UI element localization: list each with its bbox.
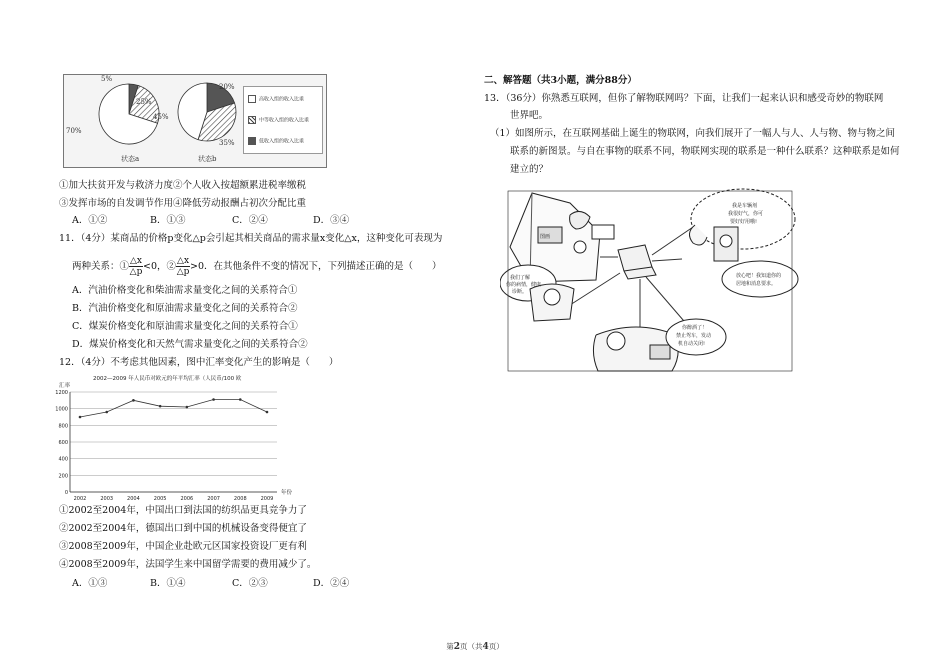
legend-middle: 中等收入组的收入比重 [248, 116, 309, 125]
section-heading: 二、解答题（共3小题，满分88分） [484, 75, 637, 86]
q13-part1-line-1: （1）如图所示，在互联网基础上诞生的物联网，向我们展开了一幅人与人、人与物、物与物之间 [490, 128, 896, 139]
q12-option-a: A．①③ [72, 578, 108, 589]
q11-fraction-1: $\frac{\triangle x}{\triangle p}$ [129, 256, 143, 277]
y-tick-label: 200 [58, 473, 68, 480]
data-point [159, 405, 162, 408]
q12-option-b: B．①④ [150, 578, 186, 589]
q13-line-1: 13．（36分）你熟悉互联网，但你了解物联网吗？下面，让我们一起来认识和感受奇妙的物联网 [484, 93, 884, 104]
x-tick-label: 2002 [73, 496, 87, 500]
bubble-left-text-3: 诊断。 [512, 289, 528, 295]
data-point [239, 398, 242, 401]
laptop [618, 245, 656, 279]
data-point [186, 406, 189, 409]
x-tick-label: 2006 [180, 496, 194, 500]
y-tick-label: 400 [58, 456, 68, 463]
q11-stem: 11．（4分）某商品的价格p变化△p会引起其相关商品的需求量x变化△x，这种变化可表现为 [59, 233, 443, 244]
q11-fraction-2: $\frac{\triangle x}{\triangle p}$ [176, 256, 190, 277]
pie-b [178, 83, 236, 141]
bubble-bottom-text-1: 你醉酒了！ [682, 325, 708, 331]
q10-statement-1: ①加大扶贫开发与救济力度②个人收入按超额累进税率缴税 [59, 180, 307, 191]
q11-option-a: A．汽油价格变化和柴油需求量变化之间的关系符合① [72, 285, 298, 296]
q12-item-3: ③2008至2009年，中国企业赴欧元区国家投资设厂更有利 [59, 541, 307, 552]
q11-option-d: D．煤炭价格变化和天然气需求量变化之间的关系符合② [72, 339, 308, 350]
pie-a-middle-label: 25% [136, 98, 152, 106]
y-tick-label: 600 [58, 440, 68, 446]
q12-stem: 12．（4分）不考虑其他因素，图中汇率变化产生的影响是（ ） [59, 357, 339, 368]
chart-title: 2002—2009 年人民币对欧元的年平均汇率（人民币/100 欧 [93, 376, 242, 382]
q10-option-a: A．①② [72, 215, 108, 226]
pie-a [99, 84, 159, 144]
bubble-bottom-text-3: 机自动关闭! [678, 341, 706, 347]
x-tick-label: 2007 [207, 496, 220, 500]
bubble-left-text-2: 你的病情，健康 [506, 282, 542, 288]
data-point [212, 398, 215, 401]
data-point [132, 399, 135, 402]
x-tick-label: 2003 [100, 496, 114, 500]
x-tick-label: 2005 [153, 496, 167, 500]
pie-b-middle-label: 35% [219, 139, 235, 147]
data-point [105, 411, 108, 414]
legend-high: 高收入组的收入比重 [248, 95, 304, 104]
legend-low: 低收入组的收入比重 [248, 137, 304, 146]
q11-rel-lt: <0，② [143, 261, 177, 272]
data-point [79, 416, 82, 419]
y-tick-label: 0 [64, 490, 68, 496]
chart-x-label: 年份 [281, 490, 293, 496]
x-tick-label: 2008 [233, 496, 247, 500]
q11-option-c: C．煤炭价格变化和原油需求量变化之间的关系符合① [72, 321, 298, 332]
q10-option-c: C．②④ [232, 215, 268, 226]
iot-cartoon [500, 185, 800, 375]
q12-item-4: ④2008至2009年，法国学生来中国留学需要的费用减少了。 [59, 559, 317, 570]
pie-a-high-label: 5% [101, 75, 113, 83]
q13-part1-line-3: 建立的？ [510, 164, 549, 175]
bubble-top-text-3: 要好好用哦! [730, 219, 758, 225]
bubble-left-text-1: 我们了解 [510, 275, 531, 281]
q13-part1-line-2: 联系的新图景。与自在事物的联系不同，物联网实现的联系是一种什么联系？这种联系是如何 [510, 146, 900, 157]
q12-item-2: ②2002至2004年，德国出口到中国的机械设备变得便宜了 [59, 523, 307, 534]
series-line [80, 400, 267, 418]
bubble-top-text-1: 我是车辆剂 [732, 203, 758, 209]
bubble-top-text-2: 我很好气，你可 [728, 211, 764, 217]
q11-relations [72, 255, 442, 279]
bubble-bottom-text-2: 禁止驾车，发动 [676, 333, 712, 339]
q10-option-d: D．③④ [313, 215, 350, 226]
pie-b-caption: 状态b [198, 155, 217, 163]
q12-option-c: C．②③ [232, 578, 268, 589]
q10-statement-2: ③发挥市场的自发调节作用④降低劳动报酬占初次分配比重 [59, 198, 307, 209]
x-tick-label: 2004 [127, 496, 140, 500]
tv-caption: 图画 [540, 234, 551, 240]
y-tick-label: 800 [58, 423, 68, 430]
q11-rel-prefix: 两种关系：① [72, 261, 130, 272]
q12-option-d: D．②④ [313, 578, 350, 589]
q11-rel-gt: >0．在其他条件不变的情况下，下列描述正确的是（ ） [190, 261, 442, 272]
chart-y-label: 汇率 [59, 383, 71, 389]
pie-b-high-label: 20% [219, 83, 235, 91]
bubble-right-text-1: 放心吧！我知道你的 [736, 273, 782, 279]
pie-legend [243, 86, 323, 154]
q12-item-1: ①2002至2004年，中国出口到法国的纺织品更具竞争力了 [59, 505, 307, 516]
pie-a-caption: 状态a [121, 155, 140, 163]
bubble-right-text-2: 居地和消息要求。 [736, 281, 777, 287]
x-tick-label: 2009 [260, 496, 274, 500]
q10-option-b: B．①③ [150, 215, 186, 226]
y-tick-label: 1200 [55, 390, 68, 396]
q13-line-2: 世界吧。 [510, 110, 549, 121]
exchange-rate-chart [55, 380, 295, 500]
data-point [266, 411, 269, 414]
page-footer: 第2页（共4页） [446, 642, 504, 652]
pie-a-low-label: 70% [66, 127, 82, 135]
bubble-right [722, 261, 798, 297]
y-tick-label: 1000 [55, 406, 68, 413]
pie-b-low-label: 45% [153, 113, 169, 121]
q11-option-b: B．汽油价格变化和原油需求量变化之间的关系符合② [72, 303, 298, 314]
